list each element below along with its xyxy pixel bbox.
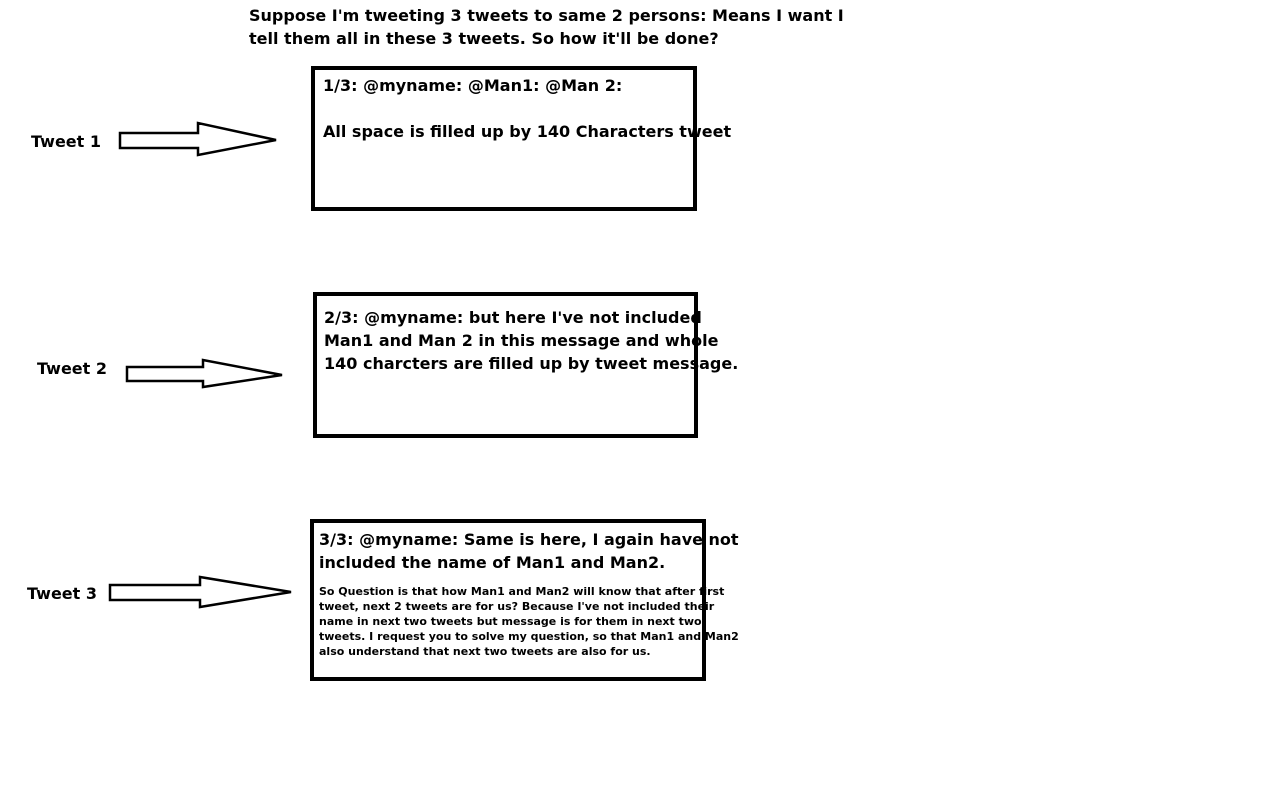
tweet-3-box [310, 519, 739, 681]
tweet-3-question-line: also understand that next two tweets are also for us. [319, 645, 651, 658]
tweet-2-label: Tweet 2 [37, 359, 107, 378]
tweet-3-line: included the name of Man1 and Man2. [319, 553, 666, 572]
tweet-1-header: 1/3: @myname: @Man1: @Man 2: [323, 76, 623, 95]
tweet-3-arrow-icon [108, 575, 296, 611]
tweet-3-question-line: tweets. I request you to solve my question, so that Man1 and Man2 [319, 630, 739, 643]
tweet-2-line: 140 charcters are filled up by tweet message. [324, 354, 739, 373]
tweet-3-question-line: So Question is that how Man1 and Man2 will know that after first [319, 585, 725, 598]
tweet-1-body: All space is filled up by 140 Characters tweet [323, 122, 732, 141]
tweet-3-line: 3/3: @myname: Same is here, I again have not [319, 530, 739, 549]
tweet-2-arrow-icon [125, 358, 287, 392]
tweet-3-label: Tweet 3 [27, 584, 97, 603]
tweet-3-question-line: name in next two tweets but message is for them in next two [319, 615, 702, 628]
question-line: Suppose I'm tweeting 3 tweets to same 2 persons: Means I want I [249, 6, 844, 25]
tweet-1-box [311, 66, 732, 211]
tweet-1-label: Tweet 1 [31, 132, 101, 151]
tweet-2-line: Man1 and Man 2 in this message and whole [324, 331, 719, 350]
tweet-1-arrow-icon [118, 121, 280, 159]
tweet-3-question-line: tweet, next 2 tweets are for us? Because I've not included their [319, 600, 715, 613]
tweet-2-box [313, 292, 739, 438]
question-text [249, 4, 844, 50]
question-line: tell them all in these 3 tweets. So how it'll be done? [249, 29, 719, 48]
tweet-2-line: 2/3: @myname: but here I've not included [324, 308, 702, 327]
